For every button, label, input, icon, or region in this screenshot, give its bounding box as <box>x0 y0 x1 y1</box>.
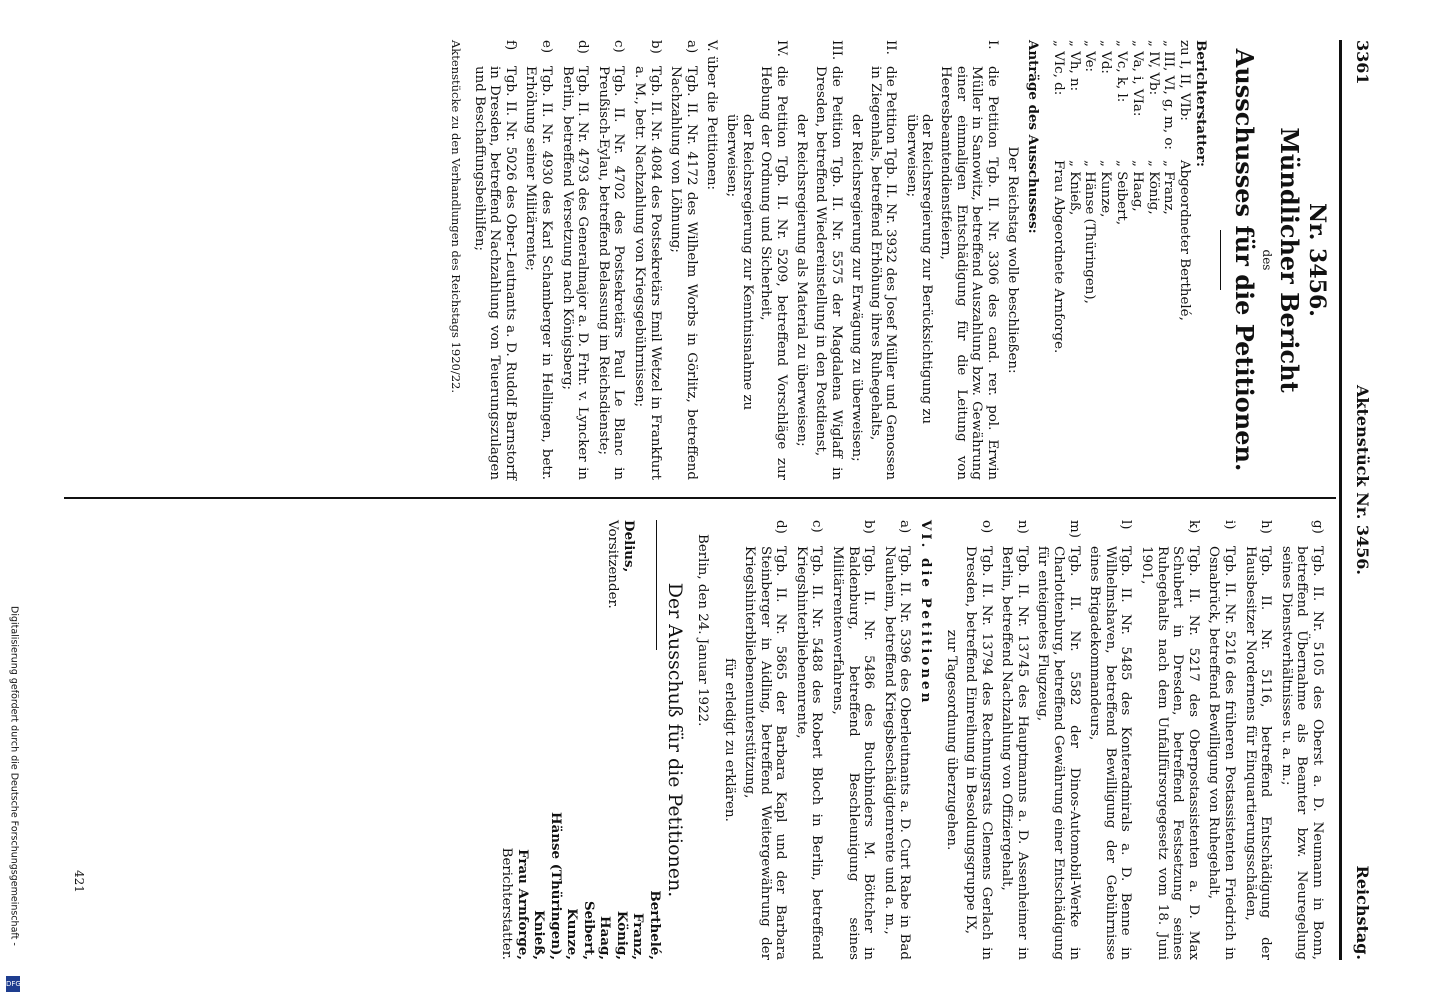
motions-heading: Anträge des Ausschusses: <box>1025 40 1042 234</box>
item-text: Tgb. II. Nr. 5485 des Konteradmirals a. D. Benne in Wilhelmshaven, betreffend Bewilligung der Gebührnisse eines Brigadekommandeurs, <box>1087 546 1134 960</box>
right-column <box>498 520 1330 960</box>
reporters-label: Berichterstatter. <box>499 847 515 960</box>
signature-name: Kunze, <box>564 908 581 960</box>
reporter-row <box>1097 40 1113 480</box>
report-subtitle: Ausschusses für die Petitionen. <box>1229 48 1259 472</box>
item-text: Tgb. II. Nr. 4793 des Generalmajor a. D. Frhr. v. Lyncker in Berlin, betreffend Versetzung nach Königsberg; <box>559 66 591 480</box>
item-text: Tgb. II. Nr. 4172 des Wilhelm Worbs in Görlitz, betreffend Nachzahlung von Löhnung; <box>668 66 699 480</box>
item-marker: III. <box>828 40 844 61</box>
item-text: Tgb. II. Nr. 5486 des Buchbinders M. Böttcher in Baldenburg, betreffend Beschleunigung seines Militärrentenverfahrens, <box>829 546 877 960</box>
reporters-heading: Berichterstatter: <box>1192 40 1209 167</box>
list-item <box>595 40 626 480</box>
reporter-sections: „ Ve: <box>1082 40 1098 73</box>
reporter-name: Frau Abgeordnete Arnforge. <box>1050 160 1066 354</box>
item-text: Tgb. II. Nr. 5105 des Oberst a. D. Neumann in Bonn, betreffend Übernahme als Beamter bzw. Neuregelung seines Dienstverhältnisses u. a. m.; <box>1278 546 1325 960</box>
item-resolution: der Reichsregierung zur Berücksichtigung zu überweisen; <box>903 114 935 425</box>
item-resolution: der Reichsregierung als Material zu überweisen; <box>794 114 810 447</box>
item-marker: IV. <box>773 40 789 57</box>
reporter-name: „ Franz, <box>1161 160 1177 215</box>
list-item <box>829 520 876 960</box>
signature-name: Haag, <box>597 915 614 960</box>
document-number: Nr. 3456. <box>1304 203 1330 317</box>
item-marker: i) <box>1222 520 1238 530</box>
reporter-row <box>1066 40 1082 480</box>
signature-name: Hänse (Thüringen), <box>547 811 564 960</box>
settled-instruction: für erledigt zu erklären. <box>722 658 738 822</box>
item-text: Tgb. II. Nr. 13745 des Hauptmanns a. D. Assenheimer in Berlin, betreffend Nachzahlung von Offiziergehalt, <box>999 546 1030 960</box>
list-item <box>793 520 824 960</box>
signature-name: König, <box>613 910 630 960</box>
item-text: Tgb. II. Nr. 5026 des Ober-Leutnants a. D. Rudolf Barnstorff in Dresden, betreffend Nachzahlung von Teuerungszulagen und Beschaffungsbeihilfen; <box>471 66 518 480</box>
report-title-connector: des <box>1260 249 1275 271</box>
item-text: die Petition Tgb. II. Nr. 3306 des cand. rer. pol. Erwin Müller in Sanowitz, betreffend Auszahlung bzw. Gewährung einer einmaligen Entschädigung für die Leitung von Heeresbeamtendienstfeiern, <box>938 66 1000 480</box>
reporter-name: „ Hänse (Thüringen), <box>1082 160 1098 304</box>
section-v-heading: V. über die Petitionen: <box>704 40 720 191</box>
list-item <box>881 520 912 960</box>
reporter-row <box>1145 40 1161 480</box>
dfg-logo: DFG <box>6 976 20 992</box>
item-marker: d) <box>575 40 591 54</box>
list-item <box>1138 520 1200 960</box>
reporter-name: „ König, <box>1145 160 1161 215</box>
item-text: Tgb. II. Nr. 5217 des Oberpostassistenten a. D. Max Schubert in Dresden, betreffend Festsetzung seines Ruhegehalts nach dem Unfallfürsorgegesetz vom 18. Juni 1901, <box>1139 546 1201 960</box>
reporter-sections: „ III, VI, g, m, o: <box>1161 40 1177 150</box>
item-text: Tgb. II. Nr. 5396 des Oberleutnants a. D. Curt Rabe in Bad Nauheim, betreffend Kriegsbeschädigtenrente und a. m., <box>881 546 913 960</box>
funding-note: Digitalisierung gefördert durch die Deutsche Forschungsgemeinschaft - <box>8 606 20 946</box>
reporter-row <box>1082 40 1098 480</box>
continued-list <box>963 520 1325 960</box>
item-marker: e) <box>539 40 555 54</box>
signature-name: Berthelé, <box>646 890 663 960</box>
reporter-sections: „ Vc, k, l: <box>1114 40 1130 103</box>
committee-name: Der Ausschuß für die Petitionen. <box>664 582 687 898</box>
item-resolution: der Reichsregierung zur Erwägung zu überweisen; <box>849 114 865 462</box>
item-marker: b) <box>861 520 877 534</box>
reporter-sections: „ VIc, d: <box>1050 40 1066 96</box>
reporter-sections: „ Vh, n: <box>1066 40 1082 92</box>
list-item <box>559 40 590 480</box>
item-text: Tgb. II. Nr. 4084 des Postsekretärs Emil Wetzel in Frankfurt a. M., betr. Nachzahlung von Kriegsgebührnissen; <box>631 66 663 480</box>
section-vi-heading: VI. die Petitionen <box>917 520 934 706</box>
page-header <box>1348 40 1372 960</box>
agenda-instruction: zur Tagesordnung überzugehen. <box>943 629 959 851</box>
item-marker: c) <box>809 520 825 533</box>
item-marker: l) <box>1118 520 1134 530</box>
reporter-row <box>1113 40 1129 480</box>
list-item <box>668 40 699 480</box>
list-item <box>631 40 662 480</box>
motions-intro: Der Reichstag wolle beschließen: <box>1005 146 1021 374</box>
item-marker: o) <box>978 520 994 534</box>
list-item <box>963 520 994 960</box>
item-marker: a) <box>897 520 913 534</box>
list-item <box>1206 520 1237 960</box>
item-marker: d) <box>773 520 789 534</box>
signature-name: Frau Arnforge, <box>514 849 531 960</box>
list-item <box>523 40 554 480</box>
page-number: 421 <box>72 870 86 893</box>
reporter-row <box>1176 40 1192 480</box>
item-marker: c) <box>611 40 627 53</box>
item-text: Tgb. II. Nr. 5116, betreffend Entschädigung der Hausbesitzer Nordernens für Einquartierungsschäden, <box>1242 546 1274 960</box>
list-item <box>867 40 898 480</box>
list-item <box>999 520 1030 960</box>
column-divider <box>64 497 1336 499</box>
list-item <box>758 40 789 480</box>
item-marker: m) <box>1066 520 1082 538</box>
reporter-name: „ Seibert, <box>1114 160 1130 226</box>
chair-name: Delius, <box>620 520 637 573</box>
page-number-top: 3361 <box>1353 40 1372 85</box>
section-vi-list <box>741 520 912 960</box>
signature-name: Knieß, <box>531 910 548 960</box>
left-column <box>447 40 1330 480</box>
document-reference: Aktenstück Nr. 3456. <box>1353 385 1372 575</box>
signature-block <box>498 520 663 960</box>
list-item <box>812 40 843 480</box>
item-text: die Petition Tgb. II. Nr. 5209, betreffend Vorschläge zur Hebung der Ordnung und Sicherheit, <box>758 66 789 480</box>
reporter-sections: zu I, II, VIb: <box>1177 40 1193 121</box>
item-resolution: der Reichsregierung zur Kenntnisnahme zu überweisen; <box>723 114 755 411</box>
item-marker: II. <box>883 40 899 55</box>
reporter-sections: „ Vd: <box>1098 40 1114 74</box>
reporter-sections: „ Va, i, VIa: <box>1129 40 1145 117</box>
item-marker: g) <box>1310 520 1325 534</box>
item-marker: h) <box>1258 520 1274 534</box>
list-item <box>1035 520 1082 960</box>
reporter-signatures <box>498 760 663 960</box>
reporter-sections: „ IV, Vb: <box>1145 40 1161 96</box>
item-text: Tgb. II. Nr. 5488 des Robert Bloch in Berlin, betreffend Kriegshinterbliebenenrente, <box>793 546 825 960</box>
list-item <box>1242 520 1273 960</box>
reporter-row <box>1050 40 1066 480</box>
list-item <box>937 40 999 480</box>
reporter-name: Abgeordneter Berthelé, <box>1177 160 1193 321</box>
chair-block <box>604 520 662 670</box>
report-title: Mündlicher Bericht <box>1275 127 1305 393</box>
item-marker: n) <box>1014 520 1030 534</box>
header-rule <box>1339 40 1342 960</box>
page-footer: Aktenstücke zu den Verhandlungen des Reichstags 1920/22. <box>449 40 464 394</box>
section-v-list <box>471 40 699 480</box>
reporters-list <box>1050 40 1192 480</box>
item-text: die Petition Tgb. II. Nr. 5575 der Magdalena Wiglaff in Dresden, betreffend Wiedereinstellung in den Postdienst, <box>812 66 844 480</box>
list-item <box>471 40 518 480</box>
item-text: Tgb. II. Nr. 4930 des Karl Schamberger in Hellingen, betr. Erhöhung seiner Militärrente; <box>523 66 555 480</box>
item-text: Tgb. II. Nr. 5865 der Barbara Kapl und der Barbara Steinberger in Aidling, betreffend Weitergewährung der Kriegshinterbliebenenunterstützung, <box>742 546 789 960</box>
list-item <box>1278 520 1325 960</box>
signature-name: Franz, <box>630 912 647 960</box>
item-text: Tgb. II. Nr. 5216 des früheren Postassistenten Friedrich in Osnabrück, betreffend Bewilligung von Ruhegehalt, <box>1206 546 1238 960</box>
item-text: die Petition Tgb. II. Nr. 3932 des Josef Müller und Genossen in Ziegenhals, betreffend Erhöhung ihres Ruhegehalts, <box>867 66 899 480</box>
item-marker: f) <box>502 40 518 51</box>
item-marker: k) <box>1185 520 1201 534</box>
chair-role: Vorsitzender. <box>605 520 621 609</box>
reporter-name: „ Haag, <box>1129 160 1145 212</box>
item-marker: b) <box>647 40 663 54</box>
reporter-name: „ Kunze, <box>1098 160 1114 218</box>
date-line: Berlin, den 24. Januar 1922. <box>694 534 710 727</box>
list-item <box>741 520 788 960</box>
signature-name: Seibert, <box>580 900 597 960</box>
reporter-row <box>1161 40 1177 480</box>
item-marker: I. <box>984 40 1000 50</box>
item-text: Tgb. II. Nr. 13794 des Rechnungsrats Clemens Gerlach in Dresden, betreffend Einreihung in Besoldungsgruppe IX, <box>963 546 994 960</box>
item-marker: a) <box>683 40 699 54</box>
item-text: Tgb. II. Nr. 4702 des Postsekretärs Paul Le Blanc in Preußisch-Eylau, betreffend Belassung im Reichsdienste; <box>595 66 627 480</box>
publication-name: Reichstag. <box>1353 865 1372 960</box>
title-rule <box>1220 230 1221 290</box>
motions-list <box>723 40 1000 480</box>
list-item <box>1087 520 1134 960</box>
reporter-name: „ Knieß, <box>1066 160 1082 216</box>
signature-rule <box>656 520 657 650</box>
item-text: Tgb. II. Nr. 5582 der Dinos-Automobil-Werke in Charlottenburg, betreffend Gewährung einer Entschädigung für enteignetes Flugzeug, <box>1035 546 1082 960</box>
digitization-note <box>4 606 24 996</box>
reporter-row <box>1129 40 1145 480</box>
